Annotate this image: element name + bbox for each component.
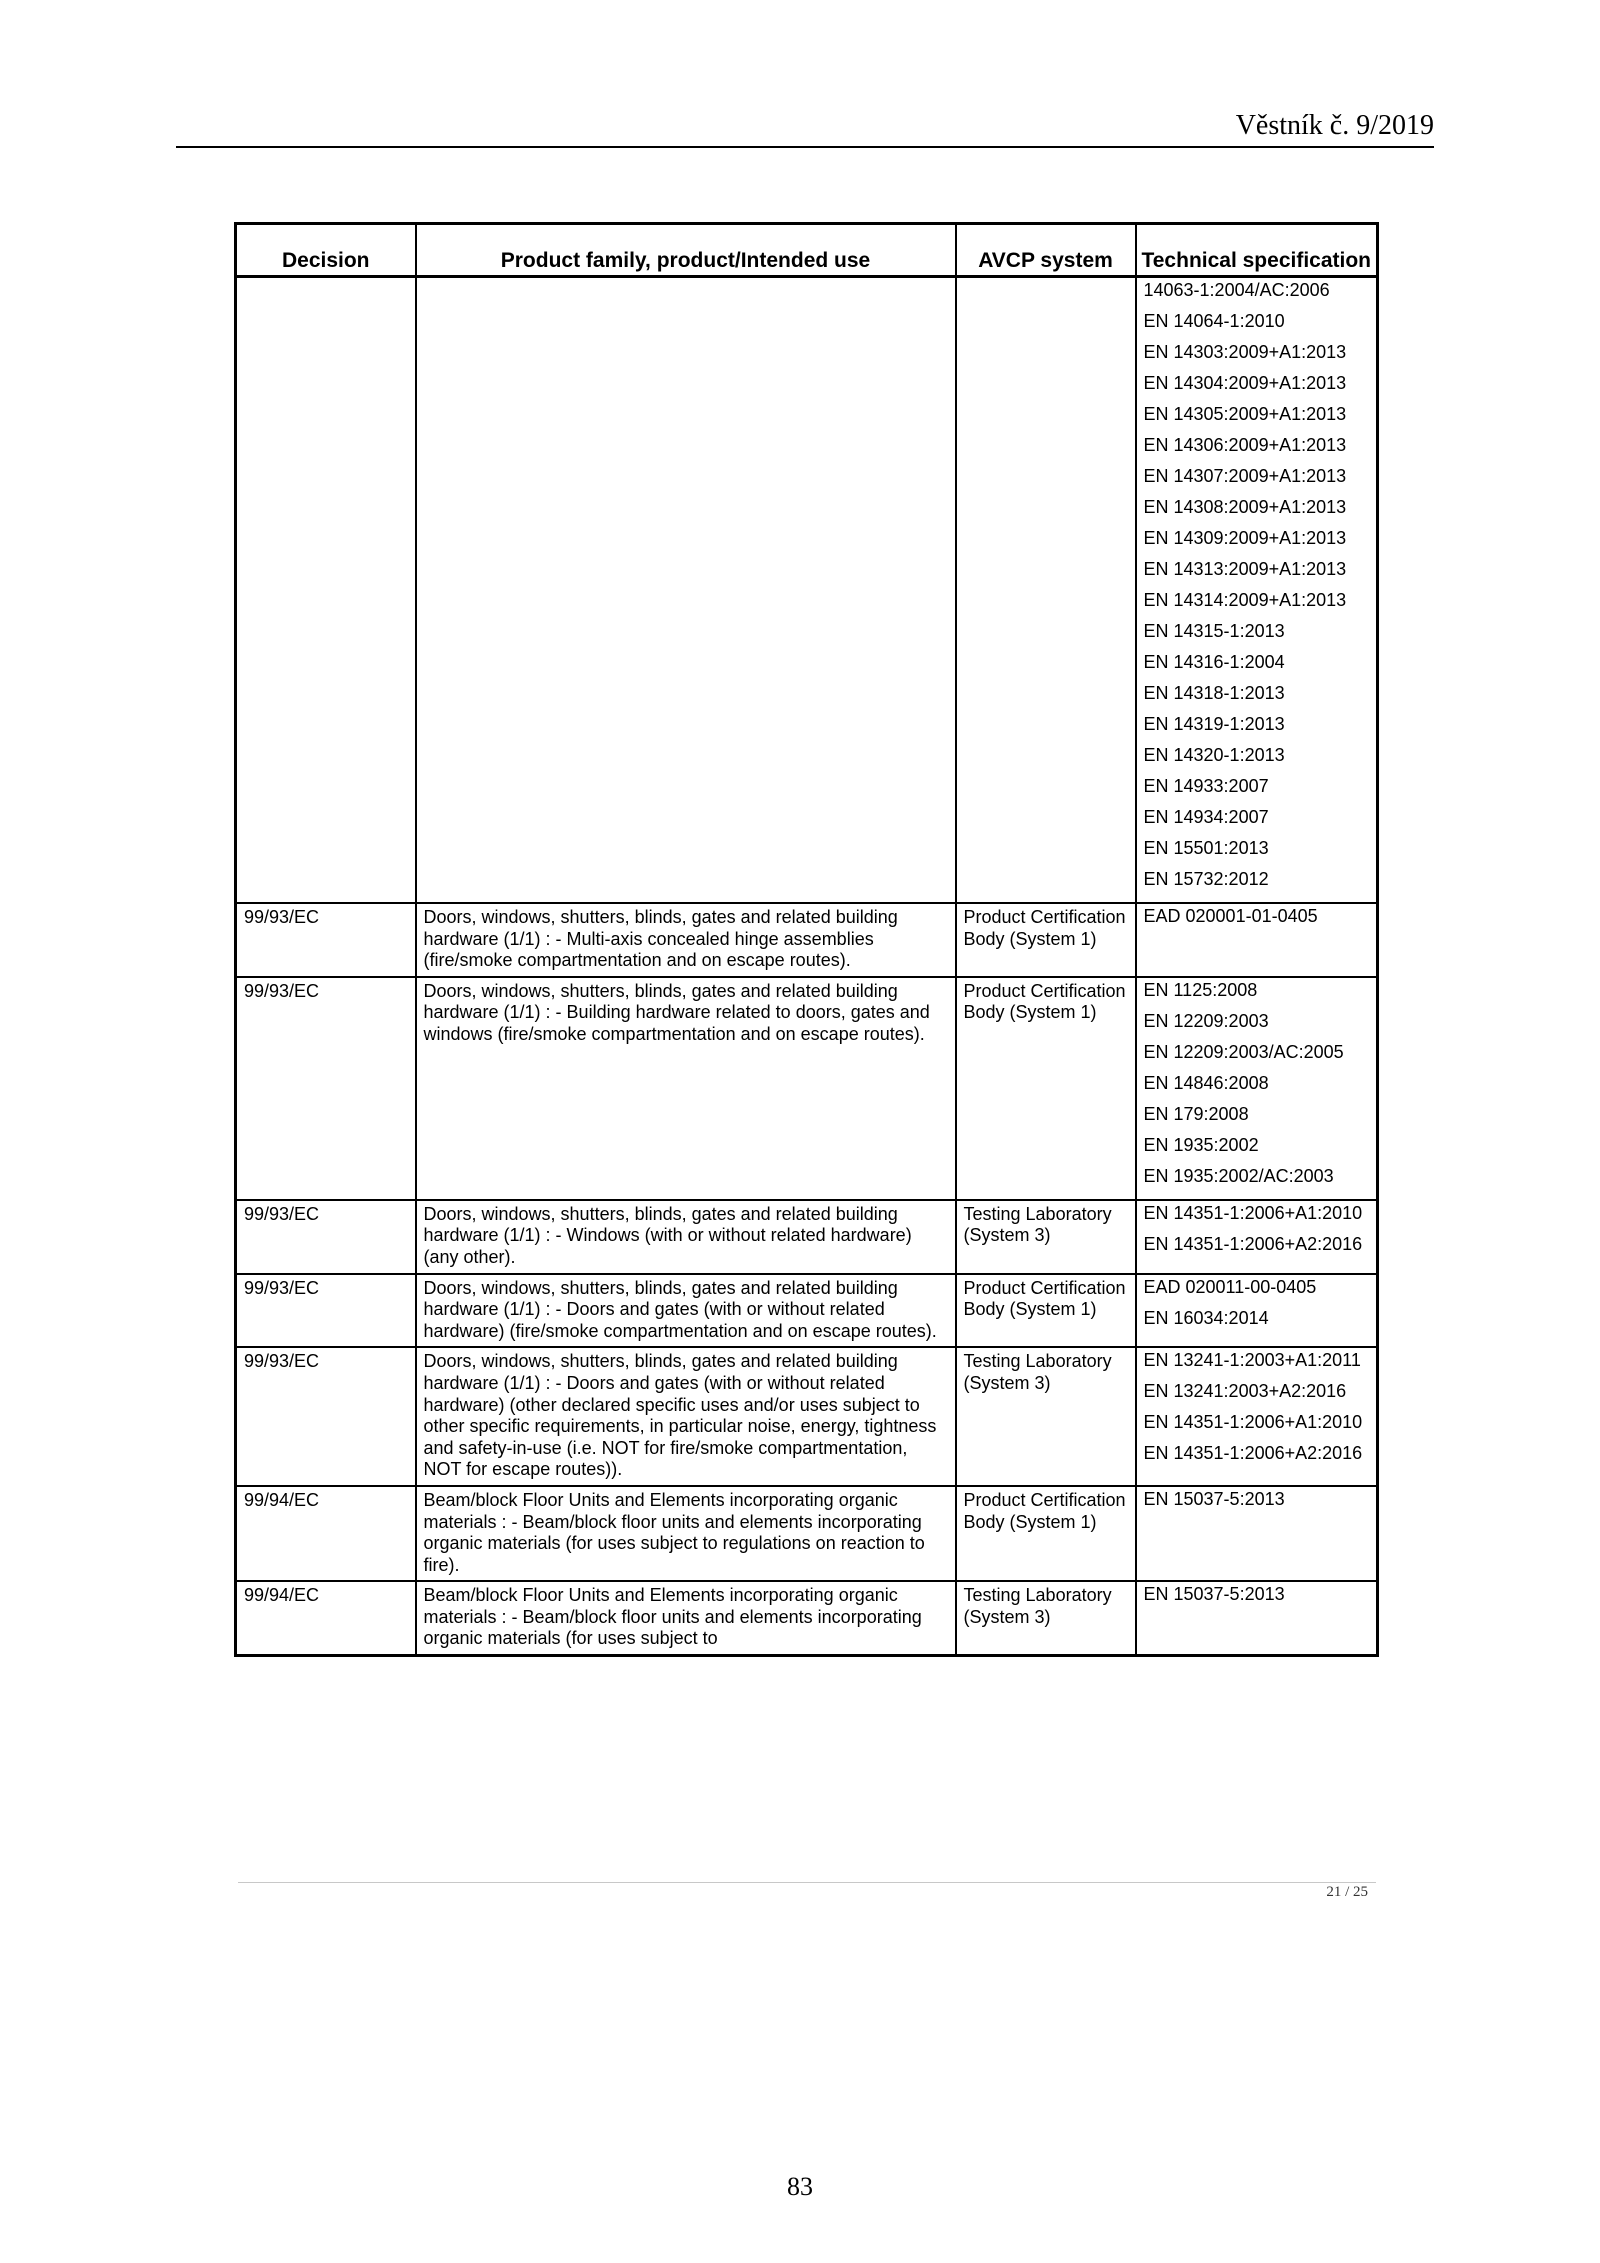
specification-cell (1136, 1200, 1378, 1274)
specification-cell (1136, 1274, 1378, 1348)
specification-item: EN 14351-1:2006+A1:2010 (1143, 1412, 1363, 1433)
decision-cell: 99/93/EC (236, 977, 416, 1200)
table-row (236, 1347, 1378, 1486)
specification-item: EN 14307:2009+A1:2013 (1143, 466, 1347, 486)
specification-item: EN 1935:2002 (1143, 1134, 1259, 1155)
decision-cell (236, 277, 416, 904)
table-row (236, 977, 1378, 1200)
column-header-specification: Technical specification (1136, 224, 1378, 277)
specification-item: EN 14308:2009+A1:2013 (1143, 497, 1347, 517)
specification-item: EN 15037-5:2013 (1143, 1488, 1285, 1509)
specification-item: EN 16034:2014 (1143, 1307, 1269, 1328)
table-row (236, 1274, 1378, 1348)
table-row (236, 1200, 1378, 1274)
avcp-system-cell: Testing Laboratory (System 3) (956, 1200, 1136, 1274)
avcp-system-cell: Testing Laboratory (System 3) (956, 1581, 1136, 1655)
product-cell: Doors, windows, shutters, blinds, gates and related building hardware (1/1) : - Doors and gates (with or without related hardware) (other declared specific uses and/or uses subject to other specific requirements, in particular noise, energy, tightness and safety-in-use (i.e. NOT for fire/smoke compartmentation, NOT for escape routes)). (416, 1347, 956, 1486)
table-row (236, 903, 1378, 977)
specification-item: EN 13241-1:2003+A1:2011 (1143, 1350, 1361, 1371)
specification-item: EN 14351-1:2006+A1:2010 (1143, 1202, 1363, 1223)
specification-item: EN 14309:2009+A1:2013 (1143, 528, 1347, 548)
specification-item: EN 15037-5:2013 (1143, 1584, 1285, 1605)
specification-item: EN 15732:2012 (1143, 869, 1269, 889)
specification-item: EN 14933:2007 (1143, 776, 1269, 796)
specification-item: EN 1125:2008 (1143, 979, 1258, 1000)
product-cell: Beam/block Floor Units and Elements incorporating organic materials : - Beam/block floor units and elements incorporating organic materials (for uses subject to regulations on reaction to fire). (416, 1486, 956, 1581)
specification-item: EN 14315-1:2013 (1143, 621, 1285, 641)
specification-cell (1136, 977, 1378, 1200)
decision-cell: 99/94/EC (236, 1486, 416, 1581)
avcp-system-cell (956, 277, 1136, 904)
avcp-system-cell: Product Certification Body (System 1) (956, 903, 1136, 977)
specification-item: EN 14304:2009+A1:2013 (1143, 373, 1347, 393)
journal-title: Věstník č. 9/2019 (1235, 110, 1434, 141)
avcp-system-cell: Testing Laboratory (System 3) (956, 1347, 1136, 1486)
specification-item: EN 14318-1:2013 (1143, 683, 1285, 703)
decision-cell: 99/93/EC (236, 1347, 416, 1486)
decision-cell: 99/93/EC (236, 903, 416, 977)
specification-cell (1136, 277, 1378, 904)
specification-item: EN 14846:2008 (1143, 1072, 1269, 1093)
table-header (236, 224, 1378, 277)
specification-item: EN 179:2008 (1143, 1103, 1249, 1124)
specification-item: EN 12209:2003 (1143, 1010, 1269, 1031)
column-header-product: Product family, product/Intended use (416, 224, 956, 277)
specification-item: EAD 020011-00-0405 (1143, 1276, 1317, 1297)
specification-item: EN 14306:2009+A1:2013 (1143, 435, 1347, 455)
specification-item: EN 12209:2003/AC:2005 (1143, 1041, 1344, 1062)
specification-item: EN 14351-1:2006+A2:2016 (1143, 1233, 1363, 1254)
footer-divider (238, 1882, 1376, 1883)
specification-item: EN 15501:2013 (1143, 838, 1269, 858)
table-row (236, 1581, 1378, 1655)
header-divider (176, 146, 1434, 148)
specification-item: EN 14313:2009+A1:2013 (1143, 559, 1347, 579)
product-cell: Beam/block Floor Units and Elements incorporating organic materials : - Beam/block floor units and elements incorporating organic materials (for uses subject to (416, 1581, 956, 1655)
specification-item: EN 13241:2003+A2:2016 (1143, 1381, 1347, 1402)
specification-cell (1136, 1581, 1378, 1655)
product-cell: Doors, windows, shutters, blinds, gates and related building hardware (1/1) : - Doors and gates (with or without related hardware) (fire/smoke compartmentation and on escape routes). (416, 1274, 956, 1348)
table-header-row (236, 224, 1378, 277)
specification-item: EN 14351-1:2006+A2:2016 (1143, 1443, 1363, 1464)
decision-cell: 99/94/EC (236, 1581, 416, 1655)
specification-cell (1136, 1486, 1378, 1581)
column-header-decision: Decision (236, 224, 416, 277)
page-number: 83 (787, 2172, 813, 2201)
decision-cell: 99/93/EC (236, 1274, 416, 1348)
specification-cell (1136, 1347, 1378, 1486)
specification-item: EN 14319-1:2013 (1143, 714, 1285, 734)
column-header-avcp: AVCP system (956, 224, 1136, 277)
specification-cell (1136, 903, 1378, 977)
avcp-system-cell: Product Certification Body (System 1) (956, 1486, 1136, 1581)
product-cell: Doors, windows, shutters, blinds, gates and related building hardware (1/1) : - Multi-axis concealed hinge assemblies (fire/smoke compartmentation and on escape routes). (416, 903, 956, 977)
specification-item: EAD 020001-01-0405 (1143, 906, 1318, 926)
decision-cell: 99/93/EC (236, 1200, 416, 1274)
decisions-table (234, 222, 1379, 1657)
avcp-system-cell: Product Certification Body (System 1) (956, 977, 1136, 1200)
specification-item: EN 14064-1:2010 (1143, 311, 1285, 331)
table-body (236, 277, 1378, 1656)
product-cell (416, 277, 956, 904)
specification-item: EN 14316-1:2004 (1143, 652, 1285, 672)
specification-item: EN 14934:2007 (1143, 807, 1269, 827)
table-row (236, 277, 1378, 904)
product-cell: Doors, windows, shutters, blinds, gates and related building hardware (1/1) : - Windows (with or without related hardware) (any other). (416, 1200, 956, 1274)
specification-item: EN 14303:2009+A1:2013 (1143, 342, 1347, 362)
specification-item: EN 14305:2009+A1:2013 (1143, 404, 1347, 424)
specification-item: EN 14320-1:2013 (1143, 745, 1285, 765)
avcp-system-cell: Product Certification Body (System 1) (956, 1274, 1136, 1348)
specification-item: 14063-1:2004/AC:2006 (1143, 280, 1330, 300)
specification-item: EN 1935:2002/AC:2003 (1143, 1165, 1334, 1186)
page-reference: 21 / 25 (1326, 1884, 1368, 1900)
product-cell: Doors, windows, shutters, blinds, gates and related building hardware (1/1) : - Building hardware related to doors, gates and windows (fire/smoke compartmentation and on escape routes). (416, 977, 956, 1200)
specification-item: EN 14314:2009+A1:2013 (1143, 590, 1347, 610)
table-row (236, 1486, 1378, 1581)
